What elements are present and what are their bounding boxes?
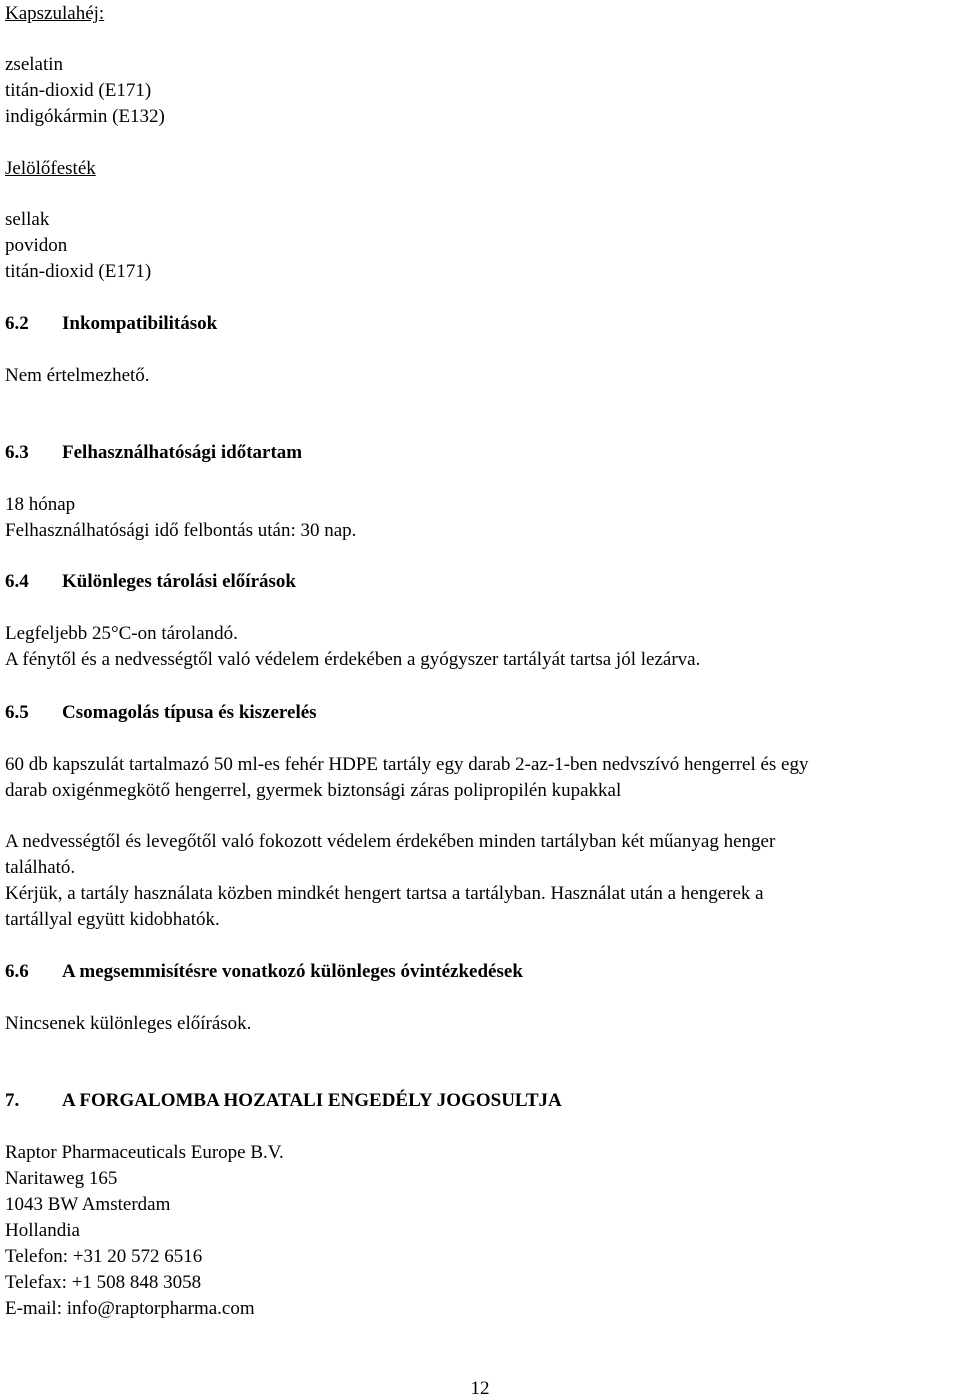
section-6-5-line: tartállyal együtt kidobhatók. [5,909,220,930]
section-number: 6.2 [5,313,29,334]
section-title: Csomagolás típusa és kiszerelés [62,702,317,723]
fax-line: Telefax: +1 508 848 3058 [5,1272,202,1293]
section-number: 6.6 [5,961,29,982]
section-6-2-text: Nem értelmezhető. [5,365,150,386]
address-line: Naritaweg 165 [5,1168,118,1189]
address-line: Hollandia [5,1220,80,1241]
section-title: Inkompatibilitások [62,313,218,334]
section-6-5-line: darab oxigénmegkötő hengerrel, gyermek biztonsági záras polipropilén kupakkal [5,780,622,801]
printing-ink-item: povidon [5,235,68,256]
section-number: 7. [5,1090,20,1111]
section-number: 6.4 [5,571,29,592]
printing-ink-item: sellak [5,209,50,230]
section-6-6-heading [5,961,523,983]
capsule-shell-item: zselatin [5,54,64,75]
section-6-5-heading [5,702,317,724]
section-6-4-line: A fénytől és a nedvességtől való védelem érdekében a gyógyszer tartályát tartsa jól lezárva. [5,649,701,670]
section-6-2-heading [5,313,217,335]
page-number: 12 [470,1378,490,1399]
section-6-6-text: Nincsenek különleges előírások. [5,1013,252,1034]
section-6-4-line: Legfeljebb 25°C-on tárolandó. [5,623,238,644]
address-line: Raptor Pharmaceuticals Europe B.V. [5,1142,284,1163]
section-6-3-line: Felhasználhatósági idő felbontás után: 30 nap. [5,520,357,541]
address-line: 1043 BW Amsterdam [5,1194,171,1215]
printing-ink-item: titán-dioxid (E171) [5,261,152,282]
section-title: Különleges tárolási előírások [62,571,296,592]
capsule-shell-item: indigókármin (E132) [5,106,165,127]
section-title: A FORGALOMBA HOZATALI ENGEDÉLY JOGOSULTJA [62,1090,562,1111]
section-6-5-line: található. [5,857,76,878]
section-6-5-line: A nedvességtől és levegőtől való fokozott védelem érdekében minden tartályban két műanyag henger [5,831,776,852]
section-title: A megsemmisítésre vonatkozó különleges óvintézkedések [62,961,523,982]
section-6-3-line: 18 hónap [5,494,76,515]
section-number: 6.5 [5,702,29,723]
section-title: Felhasználhatósági időtartam [62,442,303,463]
section-7-heading [5,1090,562,1112]
capsule-shell-heading: Kapszulahéj: [5,3,105,24]
section-6-3-heading [5,442,302,464]
section-number: 6.3 [5,442,29,463]
section-6-5-line: Kérjük, a tartály használata közben mindkét hengert tartsa a tartályban. Használat után a hengerek a [5,883,764,904]
section-6-5-line: 60 db kapszulát tartalmazó 50 ml-es fehér HDPE tartály egy darab 2-az-1-ben nedvszívó hengerrel és egy [5,754,809,775]
capsule-shell-item: titán-dioxid (E171) [5,80,152,101]
phone-line: Telefon: +31 20 572 6516 [5,1246,203,1267]
printing-ink-heading: Jelölőfesték [5,158,96,179]
email-line: E-mail: info@raptorpharma.com [5,1298,255,1319]
section-6-4-heading [5,571,296,593]
